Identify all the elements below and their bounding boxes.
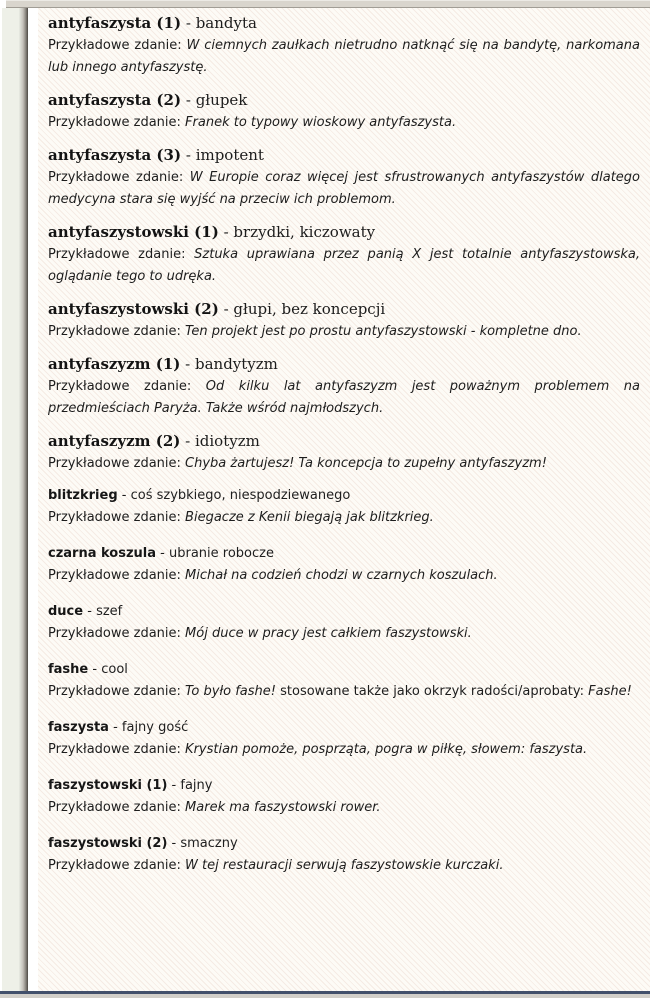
example-label: Przykładowe zdanie: <box>48 170 190 185</box>
entry-header: duce - szef <box>48 604 123 619</box>
entry-header: antyfaszystowski (2) - głupi, bez koncepcji <box>48 300 386 318</box>
dictionary-entry <box>48 430 640 475</box>
entry-term: antyfaszyzm (2) <box>48 432 181 450</box>
entry-term: faszysta <box>48 720 109 735</box>
example-text: Biegacze z Kenii biegają jak blitzkrieg. <box>185 510 434 525</box>
dictionary-entry <box>48 485 640 529</box>
entry-definition: szef <box>96 604 123 619</box>
entry-term: czarna koszula <box>48 546 157 561</box>
entry-header: czarna koszula - ubranie robocze <box>48 546 274 561</box>
dictionary-entry <box>48 543 640 587</box>
entry-definition: głupi, bez koncepcji <box>233 300 386 318</box>
example-label: Przykładowe zdanie: <box>48 510 186 525</box>
example-label: Przykładowe zdanie: <box>48 684 186 699</box>
entry-term: blitzkrieg <box>48 488 118 503</box>
entry-term: antyfaszysta (1) <box>48 14 182 32</box>
example-label: Przykładowe zdanie: <box>48 38 187 53</box>
example-label: Przykładowe zdanie: <box>48 379 206 394</box>
entry-example <box>48 244 640 288</box>
entry-definition: bandyta <box>195 14 257 32</box>
entry-term: fashe <box>48 662 89 677</box>
entry-header: antyfaszysta (3) - impotent <box>48 146 264 164</box>
example-label: Przykładowe zdanie: <box>48 247 195 262</box>
dictionary-entry <box>48 601 640 645</box>
example-text: W ciemnych zaułkach nietrudno natknąć się na bandytę, narkomana lub innego antyfaszystę. <box>48 38 640 75</box>
entry-term: duce <box>48 604 84 619</box>
dictionary-entry <box>48 717 640 761</box>
entry-example <box>48 565 640 587</box>
entry-definition: ubranie robocze <box>169 546 274 561</box>
example-label: Przykładowe zdanie: <box>48 800 186 815</box>
entry-definition: fajny gość <box>121 720 189 735</box>
entry-definition: głupek <box>195 91 248 109</box>
example-text: Marek ma faszystowski rower. <box>185 800 381 815</box>
entry-header: antyfaszysta (1) - bandyta <box>48 14 257 32</box>
entry-header: blitzkrieg - coś szybkiego, niespodziewanego <box>48 488 351 503</box>
example-text: W tej restauracji serwują faszystowskie kurczaki. <box>185 858 504 873</box>
entry-definition: impotent <box>195 146 264 164</box>
example-text: Sztuka uprawiana przez panią X jest totalnie antyfaszystowska, oglądanie tego to udręka. <box>48 247 640 284</box>
entry-example <box>48 376 640 420</box>
example-label: Przykładowe zdanie: <box>48 626 186 641</box>
entry-header: antyfaszysta (2) - głupek <box>48 91 248 109</box>
entry-header: antyfaszystowski (1) - brzydki, kiczowaty <box>48 223 376 241</box>
dictionary-entry <box>48 89 640 134</box>
dictionary-entry <box>48 775 640 819</box>
entry-example <box>48 681 640 703</box>
dictionary-entry <box>48 144 640 211</box>
example-text: W Europie coraz więcej jest sfrustrowanych antyfaszystów dlatego medycyna stara się wyjść na przeciw ich problemom. <box>48 170 640 207</box>
entry-example <box>48 112 640 134</box>
example-label: Przykładowe zdanie: <box>48 456 186 471</box>
dictionary-entry <box>48 833 640 877</box>
entry-example <box>48 797 640 819</box>
dictionary-entry <box>48 298 640 343</box>
entry-term: antyfaszysta (3) <box>48 146 182 164</box>
dictionary-entry <box>48 12 640 79</box>
entry-term: antyfaszystowski (1) <box>48 223 219 241</box>
example-label: Przykładowe zdanie: <box>48 742 186 757</box>
example-text: Ten projekt jest po prostu antyfaszystowski - kompletne dno. <box>185 324 582 339</box>
example-text: Franek to typowy wioskowy antyfaszysta. <box>185 115 457 130</box>
entry-definition: idiotyzm <box>194 432 260 450</box>
entry-header: faszystowski (2) - smaczny <box>48 836 238 851</box>
entry-example <box>48 321 640 343</box>
entry-term: faszystowski (1) <box>48 778 168 793</box>
entry-definition: cool <box>101 662 128 677</box>
top-frame-bar <box>6 0 650 8</box>
example-text: Mój duce w pracy jest całkiem faszystowski. <box>185 626 472 641</box>
entry-example <box>48 507 640 529</box>
dictionary-entry <box>48 659 640 703</box>
left-frame-edge <box>19 8 28 991</box>
example-text: stosowane także jako okrzyk radości/aprobaty: <box>276 684 589 699</box>
entry-header: fashe - cool <box>48 662 128 677</box>
entry-definition: brzydki, kiczowaty <box>233 223 376 241</box>
entry-term: antyfaszyzm (1) <box>48 355 181 373</box>
example-text: Krystian pomoże, posprząta, pogra w piłkę, słowem: faszysta. <box>185 742 588 757</box>
entry-header: faszystowski (1) - fajny <box>48 778 213 793</box>
entry-header: antyfaszyzm (1) - bandytyzm <box>48 355 278 373</box>
entry-header: antyfaszyzm (2) - idiotyzm <box>48 432 260 450</box>
example-text: Od kilku lat antyfaszyzm jest poważnym problemem na przedmieściach Paryża. Także wśród najmłodszych. <box>48 379 640 416</box>
entry-definition: coś szybkiego, niespodziewanego <box>130 488 351 503</box>
left-scroll-track <box>2 8 19 991</box>
example-text: Fashe! <box>588 684 632 699</box>
dictionary-entry <box>48 353 640 420</box>
entry-term: antyfaszysta (2) <box>48 91 182 109</box>
example-text: Chyba żartujesz! Ta koncepcja to zupełny antyfaszyzm! <box>185 456 547 471</box>
dictionary-entry <box>48 221 640 288</box>
example-label: Przykładowe zdanie: <box>48 568 186 583</box>
entry-example <box>48 167 640 211</box>
dictionary-page <box>38 8 650 991</box>
entry-header: faszysta - fajny gość <box>48 720 189 735</box>
entry-example <box>48 623 640 645</box>
entry-term: faszystowski (2) <box>48 836 168 851</box>
example-label: Przykładowe zdanie: <box>48 858 186 873</box>
example-text: To było fashe! <box>185 684 276 699</box>
example-label: Przykładowe zdanie: <box>48 324 186 339</box>
window-bottom-strip <box>0 994 650 998</box>
entry-example <box>48 739 640 761</box>
entry-definition: smaczny <box>180 836 238 851</box>
entry-definition: bandytyzm <box>194 355 278 373</box>
entry-definition: fajny <box>180 778 213 793</box>
entry-example <box>48 453 640 475</box>
entry-term: antyfaszystowski (2) <box>48 300 219 318</box>
example-text: Michał na codzień chodzi w czarnych koszulach. <box>185 568 498 583</box>
example-label: Przykładowe zdanie: <box>48 115 186 130</box>
entry-example <box>48 855 640 877</box>
entry-example <box>48 35 640 79</box>
